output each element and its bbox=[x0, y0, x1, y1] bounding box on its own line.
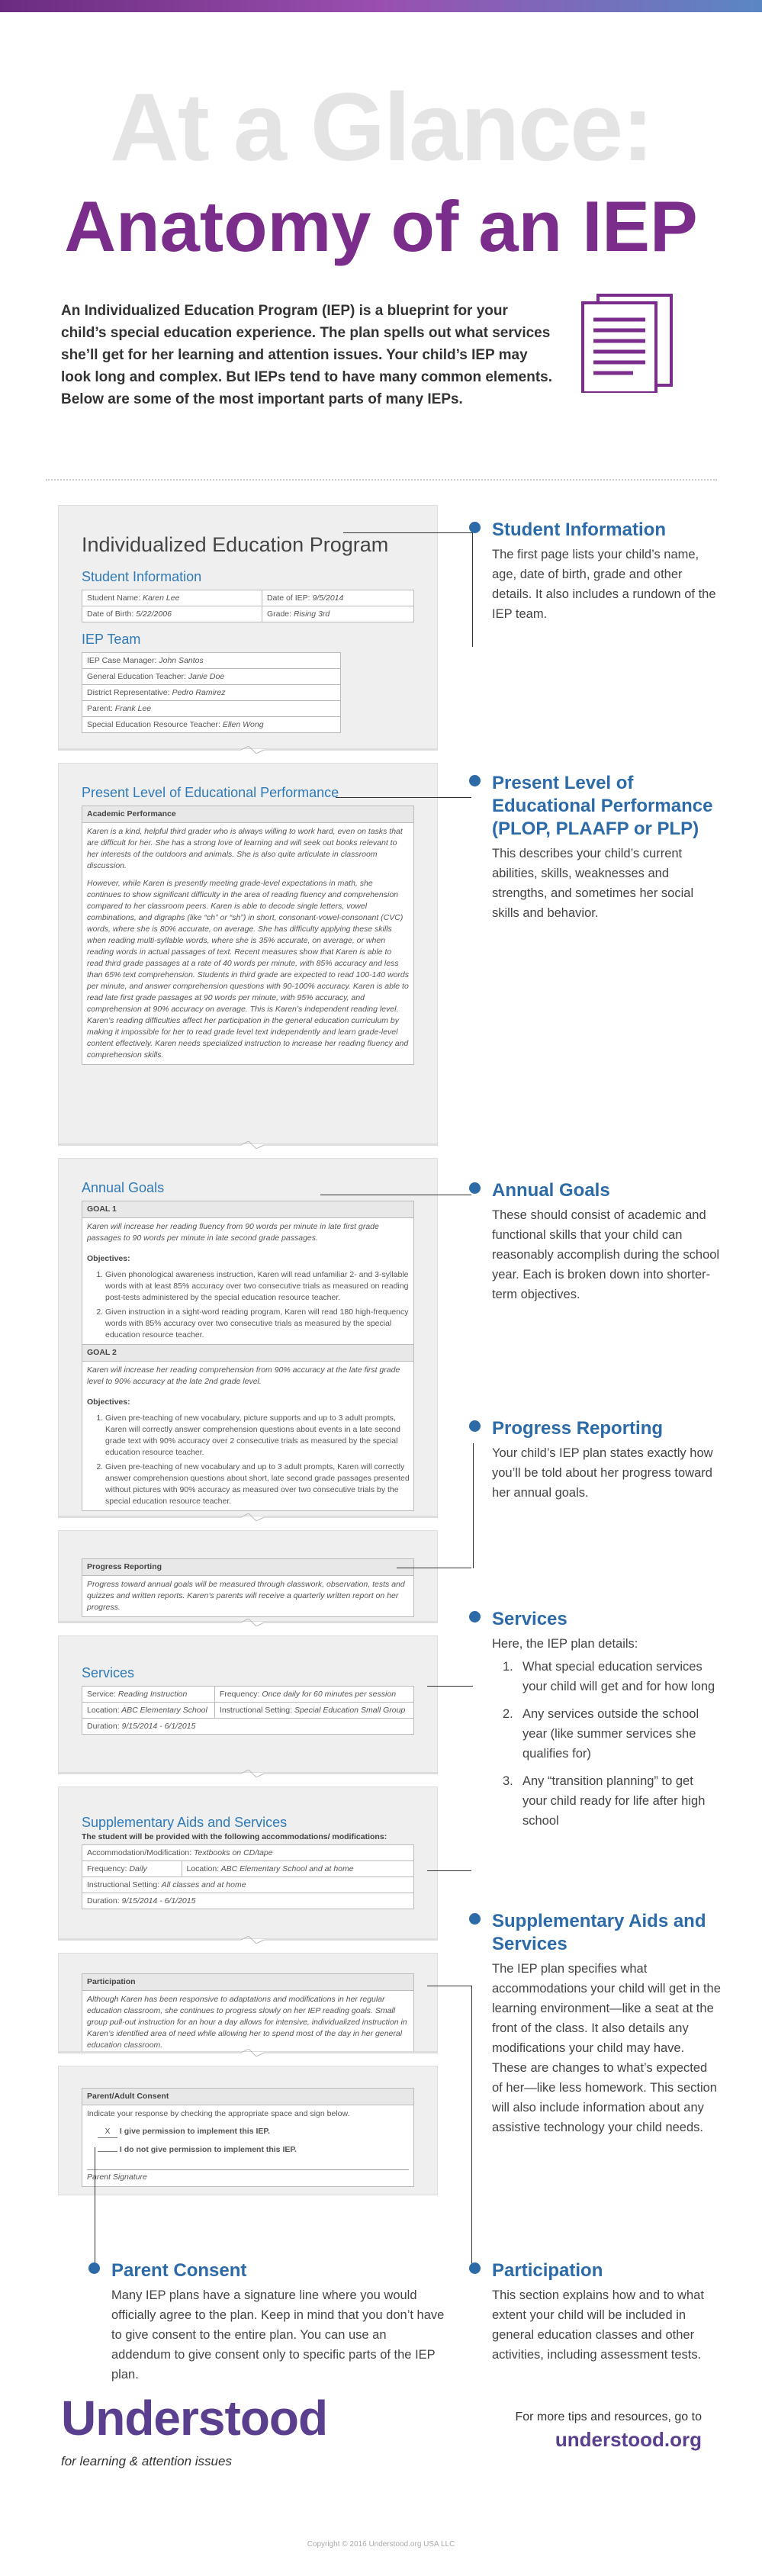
plop-heading: Present Level of Educational Performance bbox=[82, 785, 339, 800]
supp-heading: Supplementary Aids and Services bbox=[82, 1815, 288, 1830]
student-info-heading: Student Information bbox=[82, 569, 202, 584]
form-panel-progress bbox=[58, 1530, 438, 1622]
callout-bullet-dot bbox=[469, 2262, 481, 2274]
callout-title: Parent Consent bbox=[111, 2260, 247, 2281]
services-list-item bbox=[492, 1771, 721, 1831]
field-value: 9/15/2014 - 6/1/2015 bbox=[121, 1896, 196, 1905]
services-heading: Services bbox=[82, 1665, 135, 1680]
plop-paragraph-1: Karen is a kind, helpful third grader who is always willing to work hard, even on tasks that are difficult for her. She has a strong love of learning and will seek out books relevant to her interests of the outdoors and animals. She is also quite articulate in classroom discussion. bbox=[87, 827, 403, 870]
page-title-gray: At a Glance: bbox=[109, 73, 653, 181]
section-divider bbox=[46, 479, 717, 481]
iep-team-heading: IEP Team bbox=[82, 632, 141, 647]
field-value: Special Education Small Group bbox=[294, 1706, 406, 1715]
progress-text: Progress toward annual goals will be measured through classwork, observation, tests and quizzes and written reports. Karen’s parents will receive a quarterly written report on her progress. bbox=[87, 1580, 405, 1612]
field-label: Location: bbox=[186, 1864, 220, 1873]
plop-paragraph-2: However, while Karen is presently meeting grade-level expectations in math, she continues to show significant difficulty in the area of reading fluency and comprehension compared to her classroom peers. Karen is able to decode single letters, vowel combinations, and digraphs (like “ch” or “sh”) in short, consonant-vowel-consonant (CVC) words, where she is 80% accurate, on average. She has difficulty applying these skills when reading multi-syllable words, where she is 35% accurate, on average, or when reading words in actual passages of text. Recent measures show that Karen is able to read third grade passages at a rate of 40 words per minute, with 85% accuracy and less than 65% text comprehension. Students in third grade are expected to read 100-140 words per minute, and answer comprehension questions with 90-100% accuracy. Karen is able to read late first grade passages at 90 words per minute, with 95% accuracy, and comprehension at 90% accuracy on average. This is Karen’s independent reading level. Karen’s reading difficulties affect her participation in the general education curriculum by making it impossible for her to read grade level text independently and learn grade-level content effectively. Karen needs specialized instruction to increase her reading fluency and comprehension skills. bbox=[87, 879, 410, 1060]
goal-1-text: Karen will increase her reading fluency from 90 words per minute in late first grade passages to 90 words per minute in late second grade passages. bbox=[87, 1222, 379, 1243]
objectives-label: Objectives: bbox=[87, 1397, 130, 1407]
field-value: 9/15/2014 - 6/1/2015 bbox=[121, 1722, 196, 1731]
goal-2-objectives bbox=[105, 1413, 413, 1507]
logo-tagline: for learning & attention issues bbox=[61, 2454, 232, 2468]
consent-instructions: Indicate your response by checking the appropriate space and sign below. bbox=[87, 2109, 350, 2118]
field-value: John Santos bbox=[159, 656, 204, 665]
callout-bullet-dot bbox=[469, 775, 481, 786]
callout-parent-consent bbox=[111, 2259, 447, 2385]
copyright-text: Copyright © 2016 Understood.org USA LLC bbox=[307, 2540, 455, 2549]
field-label: Accommodation/Modification: bbox=[87, 1848, 192, 1857]
iep-team-table bbox=[82, 652, 341, 733]
consent-give-label: I give permission to implement this IEP. bbox=[119, 2127, 270, 2136]
grade-value: Rising 3rd bbox=[293, 609, 330, 619]
consent-give-row bbox=[82, 2123, 413, 2141]
callout-title: Supplementary Aids and Services bbox=[492, 1911, 706, 1954]
field-label: Frequency: bbox=[87, 1864, 127, 1873]
student-name-value: Karen Lee bbox=[142, 593, 180, 603]
callout-bullet-dot bbox=[469, 1182, 481, 1194]
item-text: Any “transition planning” to get your child ready for life after high school bbox=[522, 1774, 706, 1828]
consent-not-row bbox=[82, 2141, 413, 2159]
objective-item: 2. Given instruction in a sight-word reading program, Karen will read 180 high-frequency words with 85% accuracy over two consecutive trials as measured by the special education resource teacher. bbox=[105, 1307, 413, 1341]
annual-goals-heading: Annual Goals bbox=[82, 1180, 165, 1195]
callout-supplementary-aids bbox=[492, 1910, 721, 2137]
panel-tear-separator bbox=[58, 1513, 438, 1521]
callout-title: Services bbox=[492, 1609, 567, 1629]
form-panel-plop bbox=[58, 763, 438, 1144]
callout-text: Many IEP plans have a signature line where you would officially agree to the plan. Keep in mind that you don’t have to give consent to the entire plan. You can use an addendum to give consent only to specific parts of the IEP plan. bbox=[111, 2288, 445, 2381]
item-text: What special education services your child will get and for how long bbox=[522, 1660, 715, 1693]
objectives-label: Objectives: bbox=[87, 1254, 130, 1263]
callout-present-level bbox=[492, 772, 721, 923]
form-panel-supplementary bbox=[58, 1786, 438, 1939]
panel-tear-separator bbox=[58, 1619, 438, 1626]
field-value: Janie Doe bbox=[188, 672, 225, 681]
goal-2-header: GOAL 2 bbox=[82, 1344, 413, 1362]
box-header: Academic Performance bbox=[82, 806, 413, 823]
panel-tear-separator bbox=[58, 2049, 438, 2057]
participation-text: Although Karen has been responsive to adaptations and modifications in her regular education classroom, she continues to progress slowly on her IEP reading goals. Small group pull-out instruction for an hour a day allows for intensive, individualized instruction in Karen’s identified area of need while allowing her to spend most of the day in her general education classroom. bbox=[87, 1995, 407, 2050]
form-panel-services bbox=[58, 1635, 438, 1773]
field-label: General Education Teacher: bbox=[87, 672, 186, 681]
callout-title: Annual Goals bbox=[492, 1180, 610, 1201]
callout-annual-goals bbox=[492, 1179, 721, 1304]
field-value: Reading Instruction bbox=[117, 1690, 188, 1699]
intro-paragraph: An Individualized Education Program (IEP) is a blueprint for your child’s special education experience. The plan spells out what services she’ll get for her learning and attention issues. Your child’s IEP may look long and complex. But IEPs tend to have many common elements. Below are some of the most important parts of many IEPs. bbox=[61, 303, 553, 407]
item-number: 2. bbox=[503, 1707, 513, 1721]
callout-bullet-dot bbox=[469, 1913, 481, 1925]
field-value: ABC Elementary School bbox=[121, 1706, 207, 1715]
connector-line bbox=[473, 1443, 474, 1568]
field-label: Service: bbox=[87, 1690, 116, 1699]
objective-item: 1. Given pre-teaching of new vocabulary, picture supports and up to 3 adult prompts, Karen will correctly answer comprehension questions about events in a late second grade text with 90% accuracy over 2 consecutive trials as measured by the special education resource teacher. bbox=[105, 1413, 413, 1458]
panel-tear-separator bbox=[58, 1936, 438, 1944]
field-label: Duration: bbox=[87, 1722, 120, 1731]
item-text: Any services outside the school year (like summer services she qualifies for) bbox=[522, 1707, 699, 1761]
academic-performance-box bbox=[82, 806, 414, 1065]
top-gradient-bar bbox=[0, 0, 762, 12]
callout-text: Your child’s IEP plan states exactly how you’ll be told about her progress toward her annual goals. bbox=[492, 1446, 713, 1500]
parent-signature-line: Parent Signature bbox=[87, 2169, 409, 2183]
callout-student-information bbox=[492, 519, 721, 624]
panel-tear-separator bbox=[58, 746, 438, 754]
field-label: Date of Birth: bbox=[87, 609, 134, 619]
callout-bullet-dot bbox=[88, 2262, 100, 2274]
goal-1-header: GOAL 1 bbox=[82, 1201, 413, 1218]
services-table bbox=[82, 1686, 414, 1735]
field-label: Instructional Setting: bbox=[87, 1880, 160, 1889]
field-label: Parent: bbox=[87, 704, 113, 713]
field-value: Ellen Wong bbox=[222, 720, 264, 729]
field-value: Textbooks on CD/tape bbox=[194, 1848, 273, 1857]
form-panel-participation bbox=[58, 1953, 438, 2052]
callout-bullet-dot bbox=[469, 1420, 481, 1432]
form-panel-consent bbox=[58, 2066, 438, 2195]
document-icon bbox=[572, 294, 679, 393]
form-title: Individualized Education Program bbox=[82, 533, 389, 556]
field-label: Frequency: bbox=[219, 1690, 260, 1699]
connector-line bbox=[427, 1870, 471, 1871]
participation-box bbox=[82, 1973, 414, 2052]
field-label: Student Name: bbox=[87, 593, 141, 603]
field-value: Once daily for 60 minutes per session bbox=[262, 1690, 397, 1699]
dob-value: 5/22/2006 bbox=[136, 609, 172, 619]
goal-2-text: Karen will increase her reading comprehension from 90% accuracy at the late first grade level to 90% accuracy at the late 2nd grade level. bbox=[87, 1365, 400, 1386]
page-title-purple: Anatomy of an IEP bbox=[64, 186, 698, 266]
callout-text: This describes your child’s current abilities, skills, weaknesses and strengths, and sometimes her social skills and behavior. bbox=[492, 847, 694, 920]
callout-progress-reporting bbox=[492, 1417, 721, 1503]
consent-not-label: I do not give permission to implement this IEP. bbox=[119, 2145, 297, 2154]
footer-url-link[interactable]: understood.org bbox=[555, 2428, 702, 2451]
consent-box bbox=[82, 2088, 414, 2187]
field-value: Daily bbox=[129, 1864, 147, 1873]
connector-line bbox=[343, 532, 473, 647]
field-value: ABC Elementary School and at home bbox=[220, 1864, 354, 1873]
field-value: All classes and at home bbox=[161, 1880, 246, 1889]
services-list-item bbox=[492, 1657, 721, 1696]
callout-participation bbox=[492, 2259, 721, 2365]
progress-reporting-box bbox=[82, 1558, 414, 1617]
footer-more-text: For more tips and resources, go to bbox=[515, 2410, 702, 2423]
item-number: 3. bbox=[503, 1774, 513, 1788]
callout-title: Progress Reporting bbox=[492, 1418, 664, 1439]
supp-table bbox=[82, 1844, 414, 1909]
item-number: 1. bbox=[503, 1660, 513, 1674]
panel-tear-separator bbox=[58, 1770, 438, 1777]
field-label: Special Education Resource Teacher: bbox=[87, 720, 220, 729]
goal-1-objectives bbox=[105, 1269, 413, 1341]
panel-tear-separator bbox=[58, 1141, 438, 1149]
callout-title: Present Level of Educational Performance (PLOP, PLAAFP or PLP) bbox=[492, 773, 713, 839]
callout-text: These should consist of academic and functional skills that your child can reasonably accomplish during the school year. Each is broken down into shorter-term objectives. bbox=[492, 1208, 720, 1301]
field-label: Location: bbox=[87, 1706, 120, 1715]
connector-line bbox=[471, 1986, 472, 2270]
callout-title: Student Information bbox=[492, 519, 666, 540]
consent-give-checkbox[interactable]: X bbox=[98, 2126, 117, 2138]
connector-line bbox=[427, 1686, 473, 1687]
field-label: Duration: bbox=[87, 1896, 120, 1905]
box-header: Participation bbox=[82, 1974, 413, 1991]
callout-text: This section explains how and to what extent your child will be included in general education classes and other activities, including assessment tests. bbox=[492, 2288, 704, 2362]
callout-bullet-dot bbox=[469, 1611, 481, 1622]
form-panel-annual-goals bbox=[58, 1158, 438, 1516]
box-header: Parent/Adult Consent bbox=[82, 2089, 413, 2105]
callout-text: The first page lists your child’s name, age, date of birth, grade and other details. It also includes a rundown of the IEP team. bbox=[492, 548, 716, 621]
iep-date-value: 9/5/2014 bbox=[312, 593, 344, 603]
services-list bbox=[492, 1657, 721, 1831]
services-list-item bbox=[492, 1704, 721, 1764]
connector-line bbox=[336, 797, 471, 798]
field-label: IEP Case Manager: bbox=[87, 656, 157, 665]
callout-text: The IEP plan specifies what accommodations your child will get in the learning environment—like a seat at the front of the class. It also details any modifications your child may have. These are changes to what’s expected of her—like less homework. This section will also include information about any assistive technology your child needs. bbox=[492, 1962, 721, 2134]
field-label: Date of IEP: bbox=[266, 593, 310, 603]
objective-item: 2. Given pre-teaching of new vocabulary and up to 3 adult prompts, Karen will correctly answer comprehension questions about short, late second grade passages presented without pictures with 90% accuracy as measured over two consecutive trials by the special education resource teacher. bbox=[105, 1462, 413, 1507]
field-label: Instructional Setting: bbox=[219, 1706, 293, 1715]
callout-services bbox=[492, 1608, 721, 1838]
box-header: Progress Reporting bbox=[82, 1559, 413, 1576]
callout-bullet-dot bbox=[469, 522, 481, 533]
supp-intro: The student will be provided with the following accommodations/ modifications: bbox=[82, 1832, 387, 1841]
callout-text: Here, the IEP plan details: bbox=[492, 1637, 638, 1651]
goal-1-box bbox=[82, 1201, 414, 1511]
callout-title: Participation bbox=[492, 2260, 603, 2281]
consent-not-checkbox[interactable] bbox=[98, 2151, 117, 2152]
field-value: Pedro Ramirez bbox=[172, 688, 226, 697]
objective-item: 1. Given phonological awareness instruction, Karen will read unfamiliar 2- and 3-syllable words with at least 85% accuracy over two consecutive trials as measured on reading post-tests administered by the special education resource teacher. bbox=[105, 1269, 413, 1304]
understood-logo[interactable]: Understood bbox=[61, 2391, 328, 2446]
field-value: Frank Lee bbox=[114, 704, 152, 713]
field-label: District Representative: bbox=[87, 688, 170, 697]
field-label: Grade: bbox=[266, 609, 292, 619]
